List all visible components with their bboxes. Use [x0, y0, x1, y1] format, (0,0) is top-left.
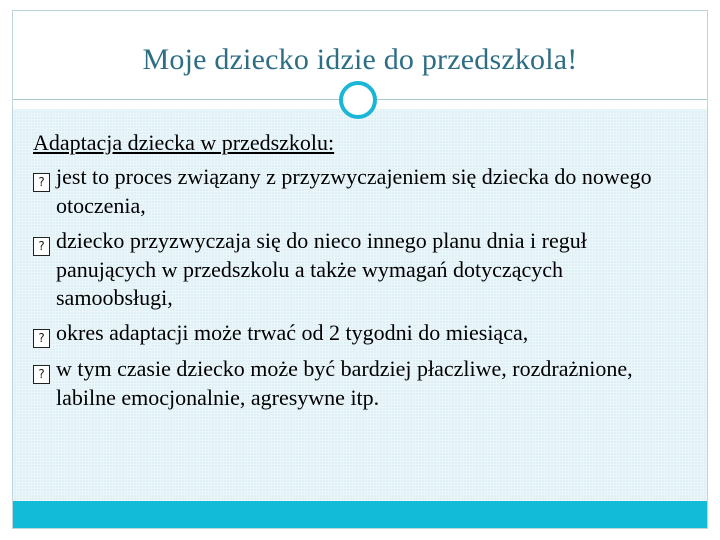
- list-item: [33, 355, 683, 412]
- list-item: [33, 163, 683, 220]
- slide-title: Moje dziecko idzie do przedszkola!: [142, 43, 578, 76]
- missing-glyph-bullet-icon: ?: [33, 329, 50, 348]
- body-text: [33, 129, 683, 419]
- bullet-text: okres adaptacji może trwać od 2 tygodni do miesiąca,: [56, 320, 529, 345]
- missing-glyph-bullet-icon: ?: [33, 237, 50, 256]
- bullet-text: dziecko przyzwyczaja się do nieco innego planu dnia i reguł panujących w przedszkolu a także wymagań dotyczących samoobsługi,: [56, 228, 587, 310]
- missing-glyph-bullet-icon: ?: [33, 365, 50, 384]
- list-item: [33, 227, 683, 312]
- slide: [12, 10, 708, 529]
- bullet-text: jest to proces związany z przyzwyczajeniem się dziecka do nowego otoczenia,: [56, 164, 652, 218]
- ring-ornament: [339, 81, 377, 119]
- bottom-accent-bar: [13, 501, 707, 528]
- bullet-list: [33, 163, 683, 412]
- bullet-text: w tym czasie dziecko może być bardziej płaczliwe, rozdrażnione, labilne emocjonalnie, agresywne itp.: [56, 356, 633, 410]
- missing-glyph-bullet-icon: ?: [33, 173, 50, 192]
- list-item: [33, 319, 683, 348]
- section-heading: Adaptacja dziecka w przedszkolu:: [33, 130, 335, 155]
